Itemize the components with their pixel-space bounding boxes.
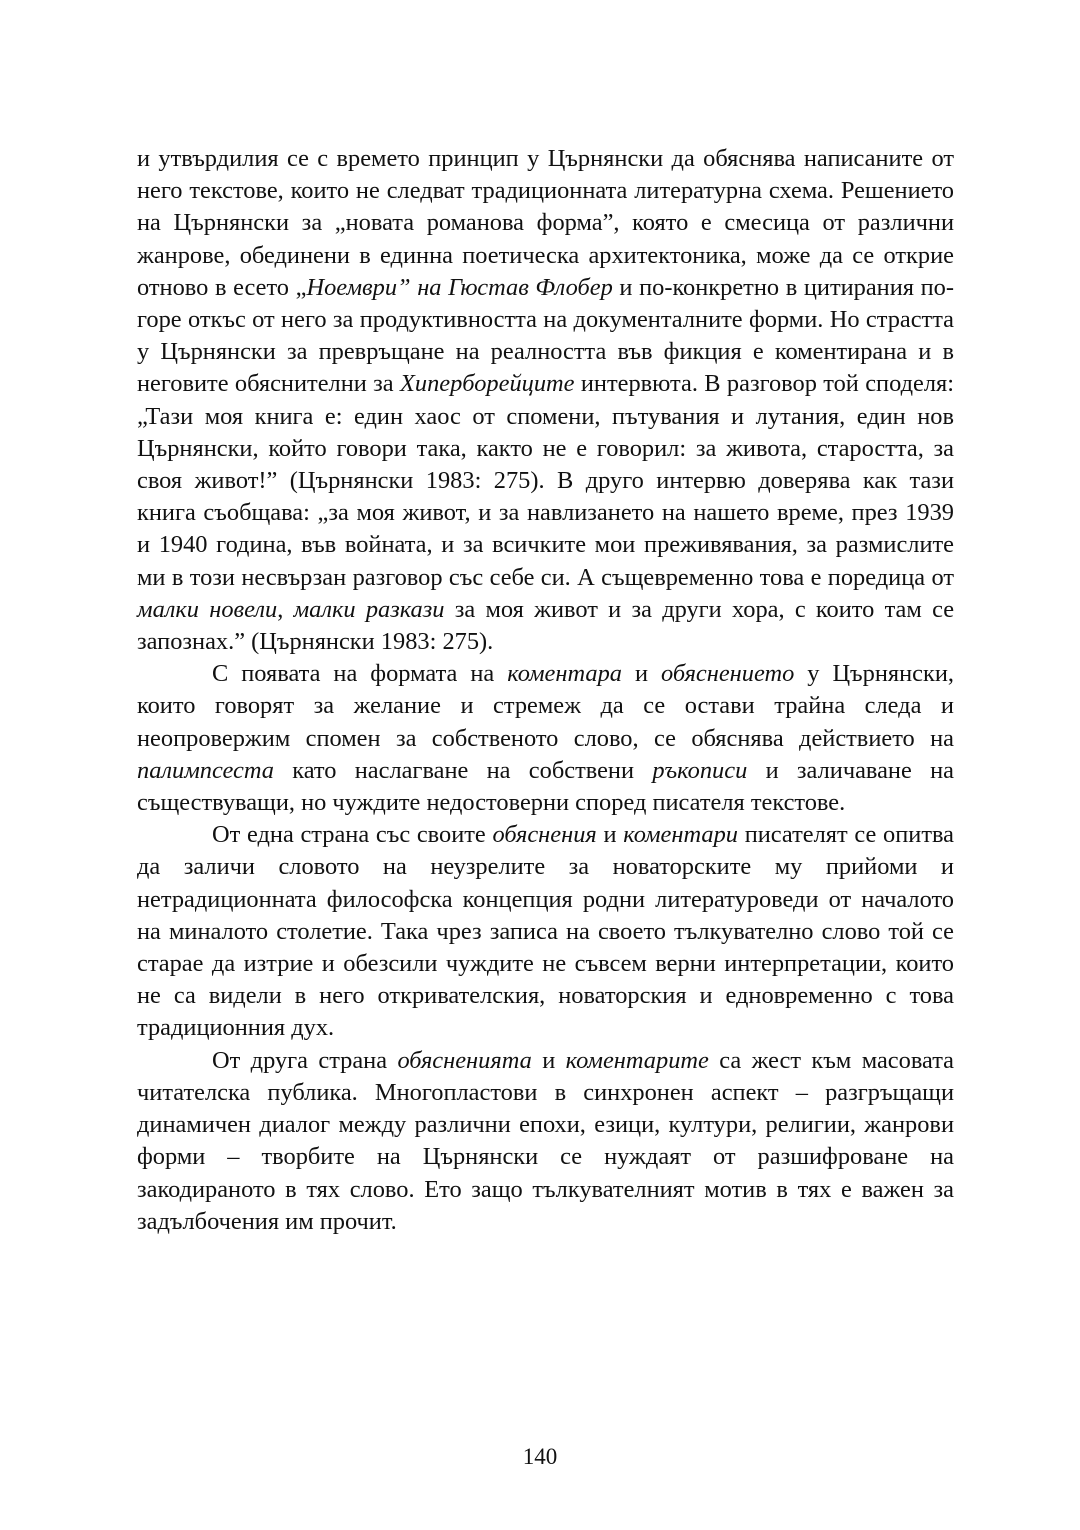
italic-term: палимпсеста bbox=[137, 756, 274, 784]
text-run: От друга страна bbox=[212, 1046, 398, 1074]
italic-term: обяснения bbox=[492, 821, 597, 849]
text-run: за моя живот и за други хора, с които там се запознах.” (Църнянски 1983: 275). bbox=[137, 595, 955, 656]
body-text bbox=[137, 143, 954, 1238]
text-run: От една страна със своите bbox=[212, 821, 493, 849]
italic-term: ръкописи bbox=[652, 756, 748, 784]
italic-title: Ноември” на Гюстав Флобер bbox=[306, 273, 613, 301]
italic-term: обяснението bbox=[661, 660, 795, 688]
italic-term: коментари bbox=[623, 821, 738, 849]
text-run: и утвърдилия се с времето принцип у Църнянски да обяснява написаните от него текстове, които не следват традиционната литературна схема. Решението на Църнянски за „новата романова форма”, която е смесица от различни жанрове, обединени в единна поетическа архитектоника, може да се открие отново в есето „ bbox=[137, 145, 954, 301]
text-run: като наслагване на собствени bbox=[273, 756, 653, 784]
text-run: писателят се опитва да заличи словото на неузрелите за новаторските му прийоми и нетрадиционната философска концепция родни литературоведи от началото на миналото столетие. Така чрез записа на своето тълкувателно слово той се старае да изтрие и обезсили чуждите не съвсем верни интерпретации, които не са видели в него откривателския, новаторския и едновременно с това традиционния дух. bbox=[137, 821, 955, 1042]
italic-term: коментарите bbox=[565, 1046, 709, 1074]
paragraph bbox=[137, 1045, 954, 1238]
page-number: 140 bbox=[522, 1444, 558, 1469]
italic-term: малки разкази bbox=[293, 595, 445, 623]
text-run: интервюта. В разговор той споделя: „Тази моя книга е: един хаос от спомени, пътувания и лутания, един нов Църнянски, който говори така, както не е говорил: за живота, старостта, за своя живот!” (Църнянски 1983: 275). В друго интервю доверява как тази книга съобщава: „за моя живот, и за навлизането на нашето време, през 1939 и 1940 година, във войната, и за всичките мои преживявания, за размислите ми в този несвързан разговор със себе си. А същевременно това е поредица от bbox=[137, 370, 954, 591]
text-run: и заличаване на съществуващи, но чуждите недостоверни според писателя текстове. bbox=[137, 756, 954, 817]
paragraph bbox=[137, 143, 954, 658]
text-run: и bbox=[621, 660, 662, 688]
italic-term: коментара bbox=[507, 660, 622, 688]
text-run: С появата на формата на bbox=[212, 660, 508, 688]
text-run: и bbox=[531, 1046, 566, 1074]
italic-term: малки новели bbox=[137, 595, 278, 623]
paragraph bbox=[137, 658, 954, 819]
paragraph bbox=[137, 819, 954, 1044]
text-run: са жест към масовата читателска публика. Многопластови в синхронен аспект – разгръщащи динамичен диалог между различни епохи, езици, култури, религии, жанрови форми – творбите на Църнянски се нуждаят от разшифроване на закодираното в тях слово. Ето защо тълкувателният мотив в тях е важен за задълбочения им прочит. bbox=[137, 1046, 954, 1235]
text-run: , bbox=[277, 595, 294, 623]
italic-title: Хиперборейците bbox=[399, 370, 575, 398]
text-run: и по-конкретно в цитирания по-горе откъс от него за продуктивността на документалните форми. Но страстта у Църнянски за превръщане на реалността във фикция е коментирана и в неговите обяснителни за bbox=[137, 273, 954, 398]
text-run: у Църнянски, които говорят за желание и стремеж да се остави трайна следа и неопровержим спомен за собственото слово, се обяснява действието на bbox=[137, 660, 955, 752]
italic-term: обясненията bbox=[397, 1046, 532, 1074]
text-run: и bbox=[596, 821, 624, 849]
